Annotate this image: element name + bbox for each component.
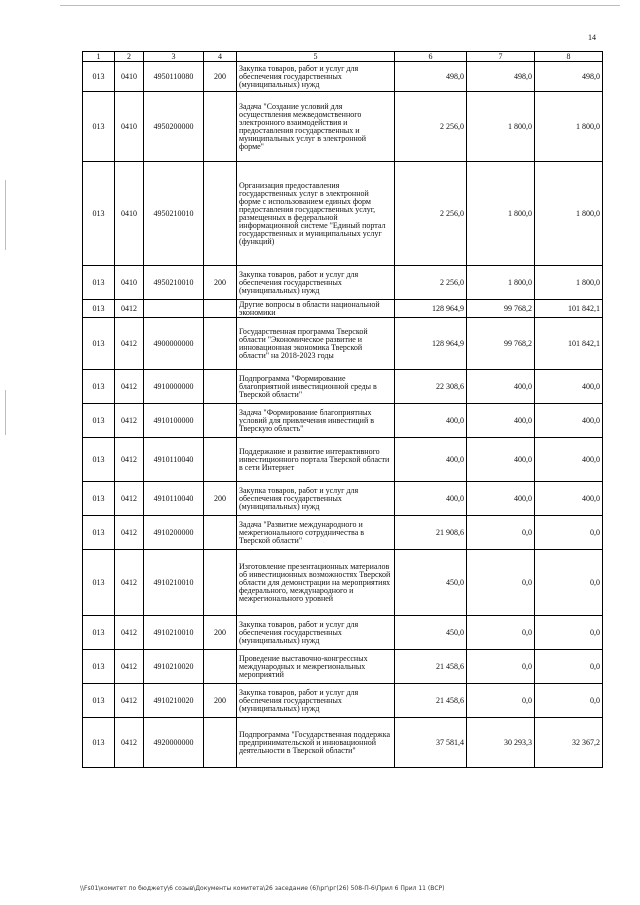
section-code-cell: 0410	[115, 92, 144, 162]
table-row	[83, 266, 603, 300]
section-code-cell: 0412	[115, 516, 144, 550]
item-name-cell: Организация предоставления государственных услуг в электронной форме с использованием единых форм предоставления государственных услуг, размещенных в федеральной информационной системе "Единый портал государственных и муниципальных услуг (функций)	[237, 162, 395, 266]
amount-year2-cell: 0,0	[467, 550, 535, 616]
item-name-cell: Закупка товаров, работ и услуг для обеспечения государственных (муниципальных) нужд	[237, 482, 395, 516]
ministry-code-cell: 013	[83, 62, 115, 92]
amount-year1-cell: 400,0	[395, 404, 467, 438]
amount-year2-cell: 30 293,3	[467, 718, 535, 768]
amount-year3-cell: 0,0	[535, 616, 603, 650]
target-article-cell: 4910110040	[144, 438, 204, 482]
table-row	[83, 650, 603, 684]
table-row	[83, 62, 603, 92]
section-code-cell: 0410	[115, 266, 144, 300]
amount-year2-cell: 498,0	[467, 62, 535, 92]
target-article-cell: 4910210010	[144, 550, 204, 616]
amount-year3-cell: 400,0	[535, 438, 603, 482]
amount-year2-cell: 400,0	[467, 370, 535, 404]
amount-year3-cell: 400,0	[535, 404, 603, 438]
ministry-code-cell: 013	[83, 684, 115, 718]
item-name-cell: Подпрограмма "Формирование благоприятной инвестиционной среды в Тверской области"	[237, 370, 395, 404]
section-code-cell: 0412	[115, 650, 144, 684]
expense-type-cell	[204, 318, 237, 370]
column-number: 7	[467, 52, 535, 62]
ministry-code-cell: 013	[83, 616, 115, 650]
amount-year3-cell: 400,0	[535, 482, 603, 516]
item-name-cell: Другие вопросы в области национальной экономики	[237, 300, 395, 318]
ministry-code-cell: 013	[83, 718, 115, 768]
amount-year2-cell: 0,0	[467, 516, 535, 550]
item-name-cell: Закупка товаров, работ и услуг для обеспечения государственных (муниципальных) нужд	[237, 684, 395, 718]
amount-year1-cell: 21 908,6	[395, 516, 467, 550]
amount-year1-cell: 21 458,6	[395, 650, 467, 684]
target-article-cell: 4910110040	[144, 482, 204, 516]
item-name-cell: Задача "Создание условий для осуществления межведомственного электронного взаимодействия и предоставления государственных и муниципальных услуг в электронной форме"	[237, 92, 395, 162]
amount-year1-cell: 498,0	[395, 62, 467, 92]
table-header-row	[83, 52, 603, 62]
amount-year3-cell: 1 800,0	[535, 162, 603, 266]
amount-year3-cell: 498,0	[535, 62, 603, 92]
amount-year3-cell: 101 842,1	[535, 300, 603, 318]
amount-year2-cell: 99 768,2	[467, 300, 535, 318]
expense-type-cell	[204, 650, 237, 684]
table-row	[83, 550, 603, 616]
section-code-cell: 0412	[115, 300, 144, 318]
file-path-footer: \\Fs01\комитет по бюджету\6 созыв\Документы комитета\26 заседание (6)\рг\рг(26) 508-П-6\Прил 6 Прил 11 (ВСР)	[80, 885, 445, 892]
table-row	[83, 516, 603, 550]
ministry-code-cell: 013	[83, 92, 115, 162]
item-name-cell: Задача "Развитие международного и межрегионального сотрудничества в Тверской области"	[237, 516, 395, 550]
expense-type-cell	[204, 516, 237, 550]
expense-type-cell	[204, 300, 237, 318]
ministry-code-cell: 013	[83, 266, 115, 300]
amount-year1-cell: 37 581,4	[395, 718, 467, 768]
section-code-cell: 0412	[115, 438, 144, 482]
item-name-cell: Закупка товаров, работ и услуг для обеспечения государственных (муниципальных) нужд	[237, 616, 395, 650]
amount-year1-cell: 2 256,0	[395, 266, 467, 300]
table-row	[83, 404, 603, 438]
target-article-cell: 4910100000	[144, 404, 204, 438]
column-number: 1	[83, 52, 115, 62]
amount-year2-cell: 1 800,0	[467, 92, 535, 162]
item-name-cell: Подпрограмма "Государственная поддержка предпринимательской и инновационной деятельности в Тверской области"	[237, 718, 395, 768]
item-name-cell: Закупка товаров, работ и услуг для обеспечения государственных (муниципальных) нужд	[237, 62, 395, 92]
scan-margin-mark	[5, 180, 6, 250]
table-row	[83, 92, 603, 162]
ministry-code-cell: 013	[83, 370, 115, 404]
amount-year1-cell: 128 964,9	[395, 300, 467, 318]
section-code-cell: 0412	[115, 616, 144, 650]
expense-type-cell	[204, 370, 237, 404]
section-code-cell: 0412	[115, 718, 144, 768]
expense-type-cell: 200	[204, 684, 237, 718]
amount-year2-cell: 400,0	[467, 438, 535, 482]
table-row	[83, 438, 603, 482]
target-article-cell: 4950210010	[144, 266, 204, 300]
amount-year1-cell: 21 458,6	[395, 684, 467, 718]
expense-type-cell: 200	[204, 266, 237, 300]
amount-year3-cell: 101 842,1	[535, 318, 603, 370]
amount-year2-cell: 0,0	[467, 684, 535, 718]
budget-table-body	[83, 52, 603, 768]
expense-type-cell	[204, 718, 237, 768]
target-article-cell: 4950210010	[144, 162, 204, 266]
section-code-cell: 0410	[115, 162, 144, 266]
amount-year2-cell: 0,0	[467, 650, 535, 684]
column-number: 4	[204, 52, 237, 62]
scan-margin-mark	[5, 390, 6, 435]
table-row	[83, 370, 603, 404]
amount-year3-cell: 0,0	[535, 650, 603, 684]
section-code-cell: 0412	[115, 370, 144, 404]
amount-year1-cell: 450,0	[395, 550, 467, 616]
item-name-cell: Государственная программа Тверской области "Экономическое развитие и инновационная экономика Тверской области" на 2018-2023 годы	[237, 318, 395, 370]
section-code-cell: 0412	[115, 404, 144, 438]
column-number: 6	[395, 52, 467, 62]
column-number: 8	[535, 52, 603, 62]
target-article-cell: 4910000000	[144, 370, 204, 404]
table-row	[83, 300, 603, 318]
table-row	[83, 318, 603, 370]
item-name-cell: Проведение выставочно-конгрессных международных и межрегиональных мероприятий	[237, 650, 395, 684]
expense-type-cell: 200	[204, 616, 237, 650]
item-name-cell: Изготовление презентационных материалов об инвестиционных возможностях Тверской области для демонстрации на мероприятиях федерального, международного и межрегионального уровней	[237, 550, 395, 616]
amount-year3-cell: 0,0	[535, 550, 603, 616]
section-code-cell: 0412	[115, 550, 144, 616]
budget-table	[82, 51, 603, 768]
section-code-cell: 0412	[115, 318, 144, 370]
amount-year1-cell: 128 964,9	[395, 318, 467, 370]
amount-year3-cell: 0,0	[535, 516, 603, 550]
amount-year2-cell: 1 800,0	[467, 162, 535, 266]
target-article-cell	[144, 300, 204, 318]
amount-year2-cell: 0,0	[467, 616, 535, 650]
table-row	[83, 616, 603, 650]
table-row	[83, 718, 603, 768]
expense-type-cell: 200	[204, 62, 237, 92]
column-number: 3	[144, 52, 204, 62]
ministry-code-cell: 013	[83, 162, 115, 266]
amount-year1-cell: 400,0	[395, 438, 467, 482]
ministry-code-cell: 013	[83, 318, 115, 370]
amount-year3-cell: 1 800,0	[535, 92, 603, 162]
target-article-cell: 4910210010	[144, 616, 204, 650]
table-row	[83, 162, 603, 266]
target-article-cell: 4910210020	[144, 684, 204, 718]
page-number: 14	[588, 33, 596, 42]
amount-year2-cell: 99 768,2	[467, 318, 535, 370]
section-code-cell: 0412	[115, 684, 144, 718]
amount-year2-cell: 400,0	[467, 482, 535, 516]
column-number: 2	[115, 52, 144, 62]
expense-type-cell	[204, 438, 237, 482]
item-name-cell: Поддержание и развитие интерактивного инвестиционного портала Тверской области в сети Интернет	[237, 438, 395, 482]
amount-year1-cell: 2 256,0	[395, 162, 467, 266]
target-article-cell: 4910210020	[144, 650, 204, 684]
amount-year3-cell: 0,0	[535, 684, 603, 718]
amount-year3-cell: 32 367,2	[535, 718, 603, 768]
expense-type-cell	[204, 404, 237, 438]
scan-edge-line	[60, 5, 620, 6]
section-code-cell: 0412	[115, 482, 144, 516]
amount-year3-cell: 1 800,0	[535, 266, 603, 300]
expense-type-cell	[204, 162, 237, 266]
amount-year2-cell: 1 800,0	[467, 266, 535, 300]
ministry-code-cell: 013	[83, 482, 115, 516]
ministry-code-cell: 013	[83, 300, 115, 318]
target-article-cell: 4950200000	[144, 92, 204, 162]
amount-year3-cell: 400,0	[535, 370, 603, 404]
target-article-cell: 4910200000	[144, 516, 204, 550]
section-code-cell: 0410	[115, 62, 144, 92]
amount-year1-cell: 450,0	[395, 616, 467, 650]
target-article-cell: 4900000000	[144, 318, 204, 370]
ministry-code-cell: 013	[83, 438, 115, 482]
expense-type-cell	[204, 92, 237, 162]
amount-year1-cell: 400,0	[395, 482, 467, 516]
item-name-cell: Задача "Формирование благоприятных условий для привлечения инвестиций в Тверскую область"	[237, 404, 395, 438]
target-article-cell: 4920000000	[144, 718, 204, 768]
amount-year2-cell: 400,0	[467, 404, 535, 438]
table-row	[83, 684, 603, 718]
table-row	[83, 482, 603, 516]
expense-type-cell: 200	[204, 482, 237, 516]
expense-type-cell	[204, 550, 237, 616]
ministry-code-cell: 013	[83, 404, 115, 438]
amount-year1-cell: 2 256,0	[395, 92, 467, 162]
ministry-code-cell: 013	[83, 516, 115, 550]
item-name-cell: Закупка товаров, работ и услуг для обеспечения государственных (муниципальных) нужд	[237, 266, 395, 300]
ministry-code-cell: 013	[83, 650, 115, 684]
amount-year1-cell: 22 308,6	[395, 370, 467, 404]
column-number: 5	[237, 52, 395, 62]
ministry-code-cell: 013	[83, 550, 115, 616]
target-article-cell: 4950110080	[144, 62, 204, 92]
